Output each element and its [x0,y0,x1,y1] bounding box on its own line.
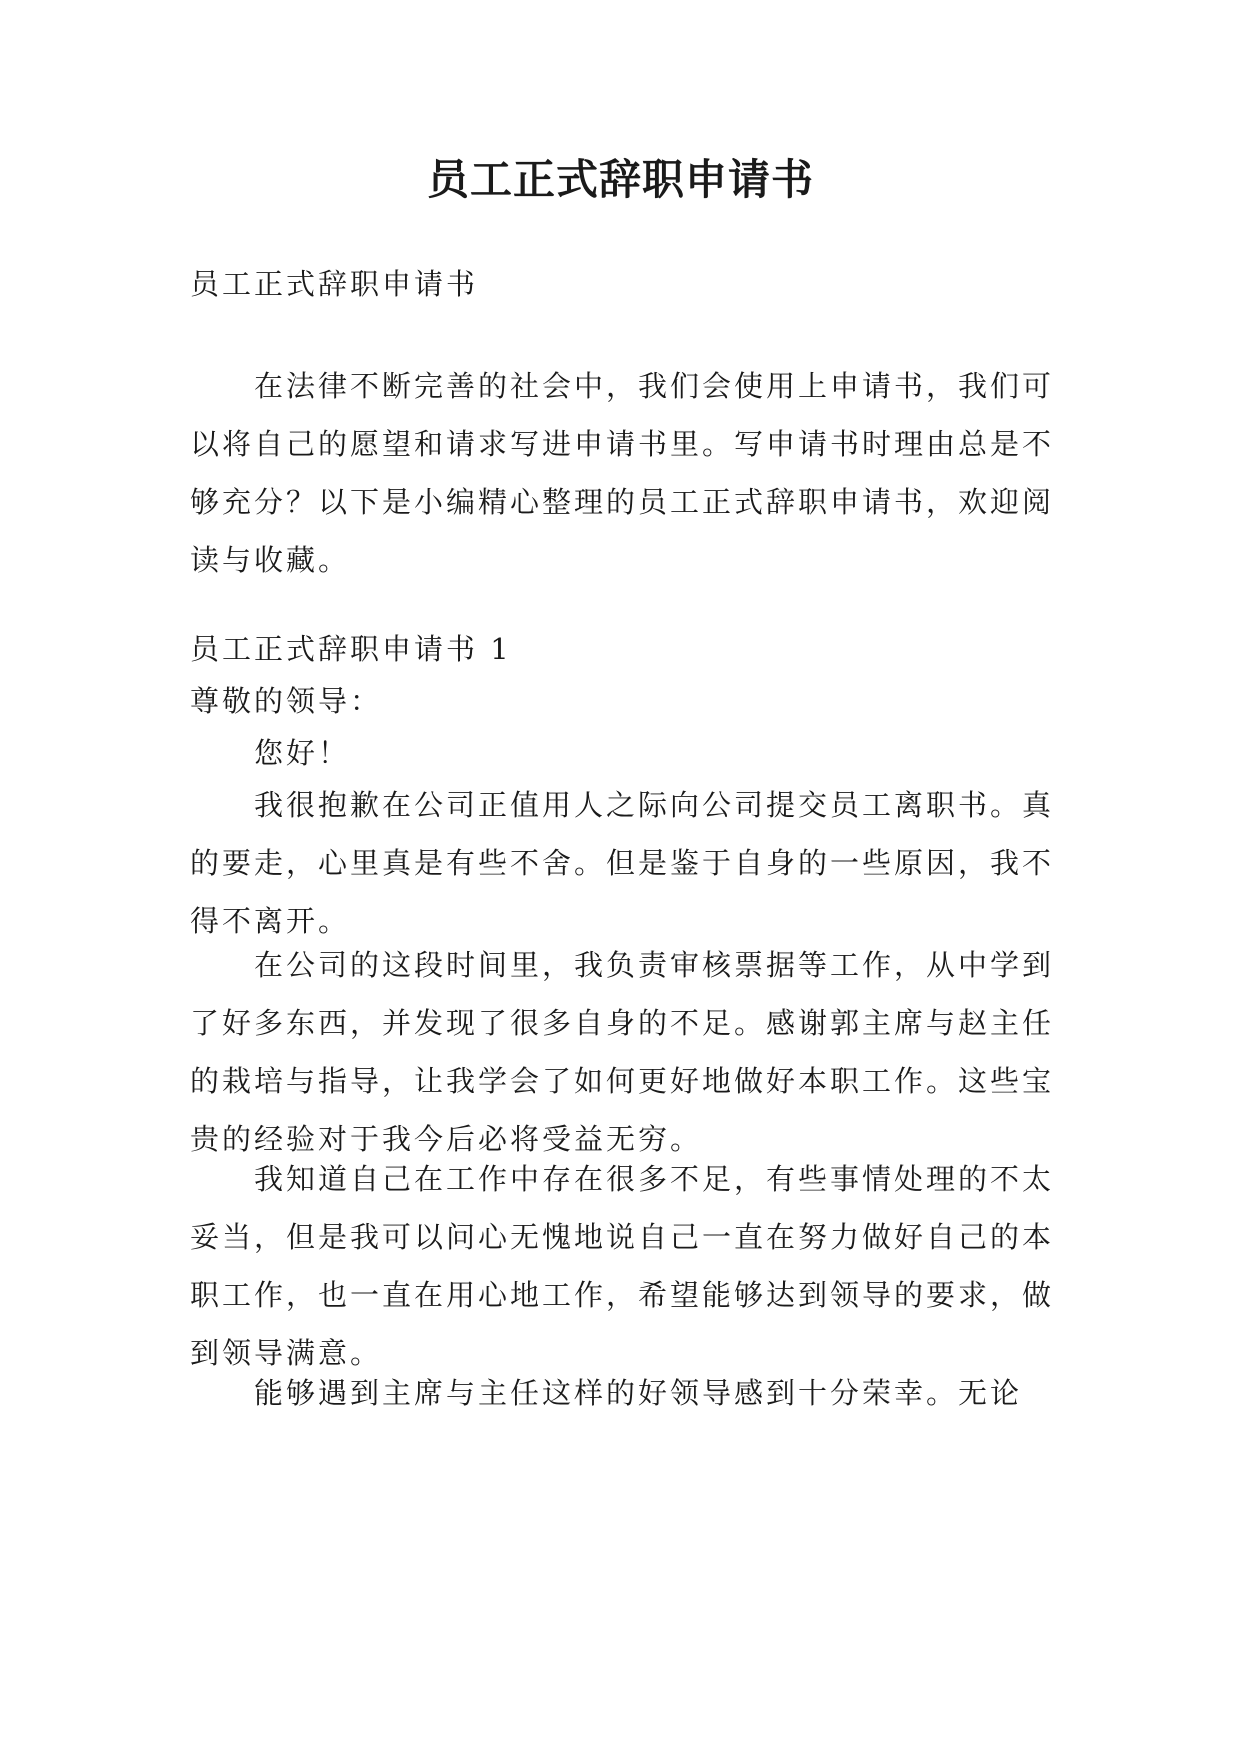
intro-paragraph: 在法律不断完善的社会中，我们会使用上申请书，我们可以将自己的愿望和请求写进申请书里。写申请书时理由总是不够充分？以下是小编精心整理的员工正式辞职申请书，欢迎阅读与收藏。 [190,369,1055,577]
body-paragraph: 我很抱歉在公司正值用人之际向公司提交员工离职书。真的要走，心里真是有些不舍。但是鉴于自身的一些原因，我不得不离开。 [190,788,1055,938]
salutation: 尊敬的领导： [190,684,383,718]
body-paragraph: 能够遇到主席与主任这样的好领导感到十分荣幸。无论 [254,1376,1023,1410]
document-subtitle: 员工正式辞职申请书 [190,267,479,301]
section-heading: 员工正式辞职申请书 1 [190,632,512,666]
body-paragraph: 在公司的这段时间里，我负责审核票据等工作，从中学到了好多东西，并发现了很多自身的不足。感谢郭主席与赵主任的栽培与指导，让我学会了如何更好地做好本职工作。这些宝贵的经验对于我今后必将受益无穷。 [190,948,1055,1156]
document-title: 员工正式辞职申请书 [426,155,814,204]
greeting: 您好！ [254,736,351,770]
body-paragraph: 我知道自己在工作中存在很多不足，有些事情处理的不太妥当，但是我可以问心无愧地说自己一直在努力做好自己的本职工作，也一直在用心地工作，希望能够达到领导的要求，做到领导满意。 [190,1162,1055,1370]
